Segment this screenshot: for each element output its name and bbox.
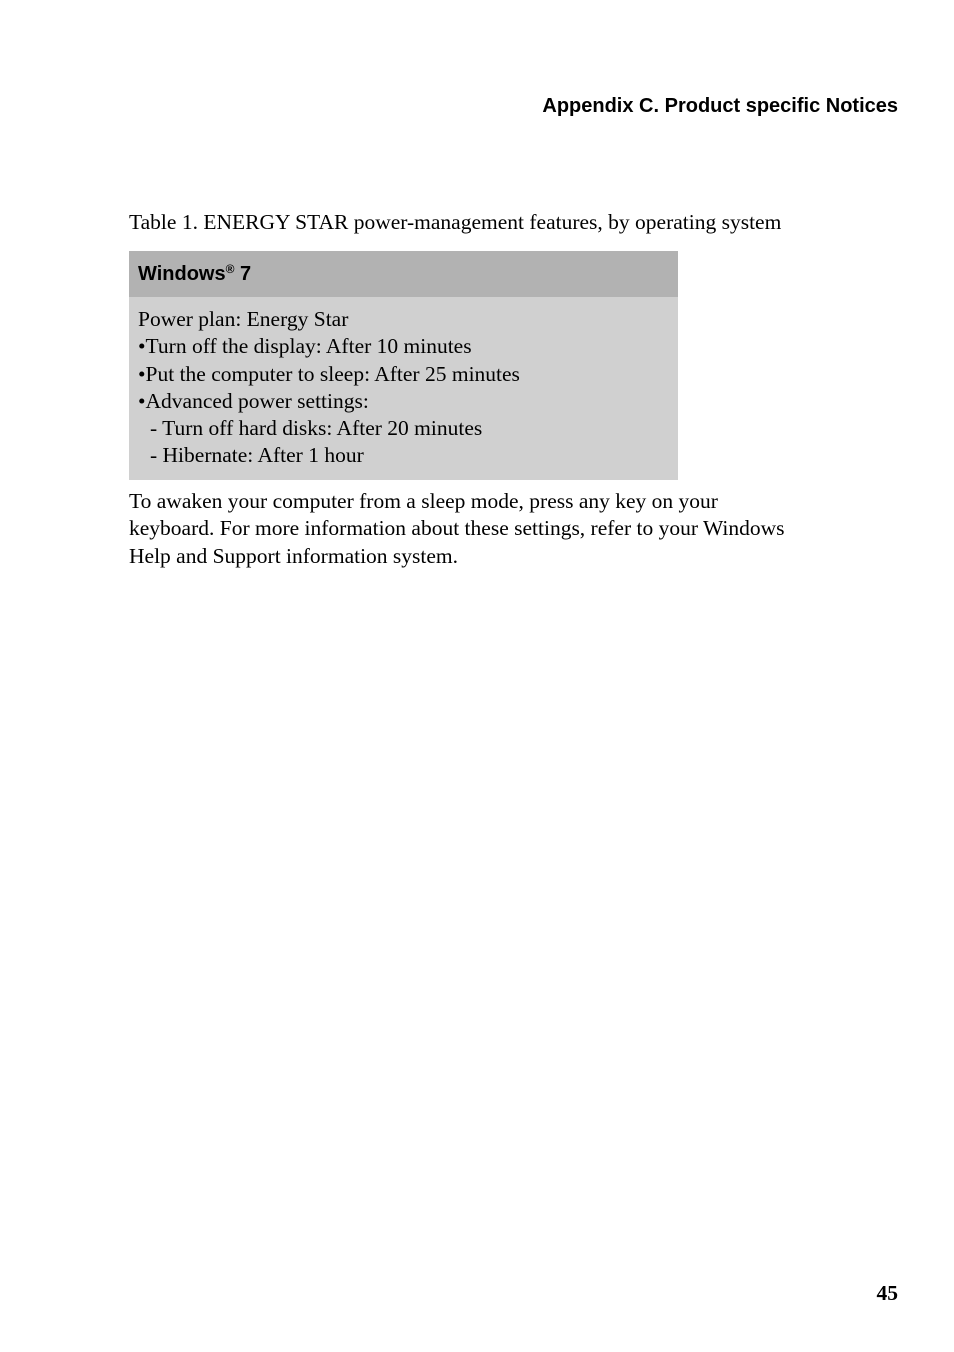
body-paragraph	[129, 488, 899, 570]
os-name: Windows	[138, 263, 226, 285]
sub-item-hard-disks: - Turn off hard disks: After 20 minutes	[150, 416, 483, 441]
table-body	[129, 297, 678, 480]
power-settings-table	[129, 251, 678, 480]
paragraph-line: Help and Support information system.	[129, 543, 459, 568]
table-header	[129, 251, 678, 297]
bullet-item-display: •Turn off the display: After 10 minutes	[138, 334, 472, 359]
bullet-item-sleep: •Put the computer to sleep: After 25 minutes	[138, 361, 520, 386]
bullet-item-advanced: •Advanced power settings:	[138, 388, 369, 413]
paragraph-line: keyboard. For more information about these settings, refer to your Windows	[129, 516, 785, 541]
page-number: 45	[876, 1281, 898, 1305]
registered-trademark: ®	[225, 262, 235, 276]
sub-item-hibernate: - Hibernate: After 1 hour	[150, 443, 364, 468]
running-header: Appendix C. Product specific Notices	[542, 95, 898, 117]
os-version: 7	[234, 263, 252, 285]
power-plan-line: Power plan: Energy Star	[138, 307, 349, 331]
table-caption: Table 1. ENERGY STAR power-management features, by operating system	[129, 210, 782, 234]
paragraph-line: To awaken your computer from a sleep mode, press any key on your	[129, 489, 718, 513]
